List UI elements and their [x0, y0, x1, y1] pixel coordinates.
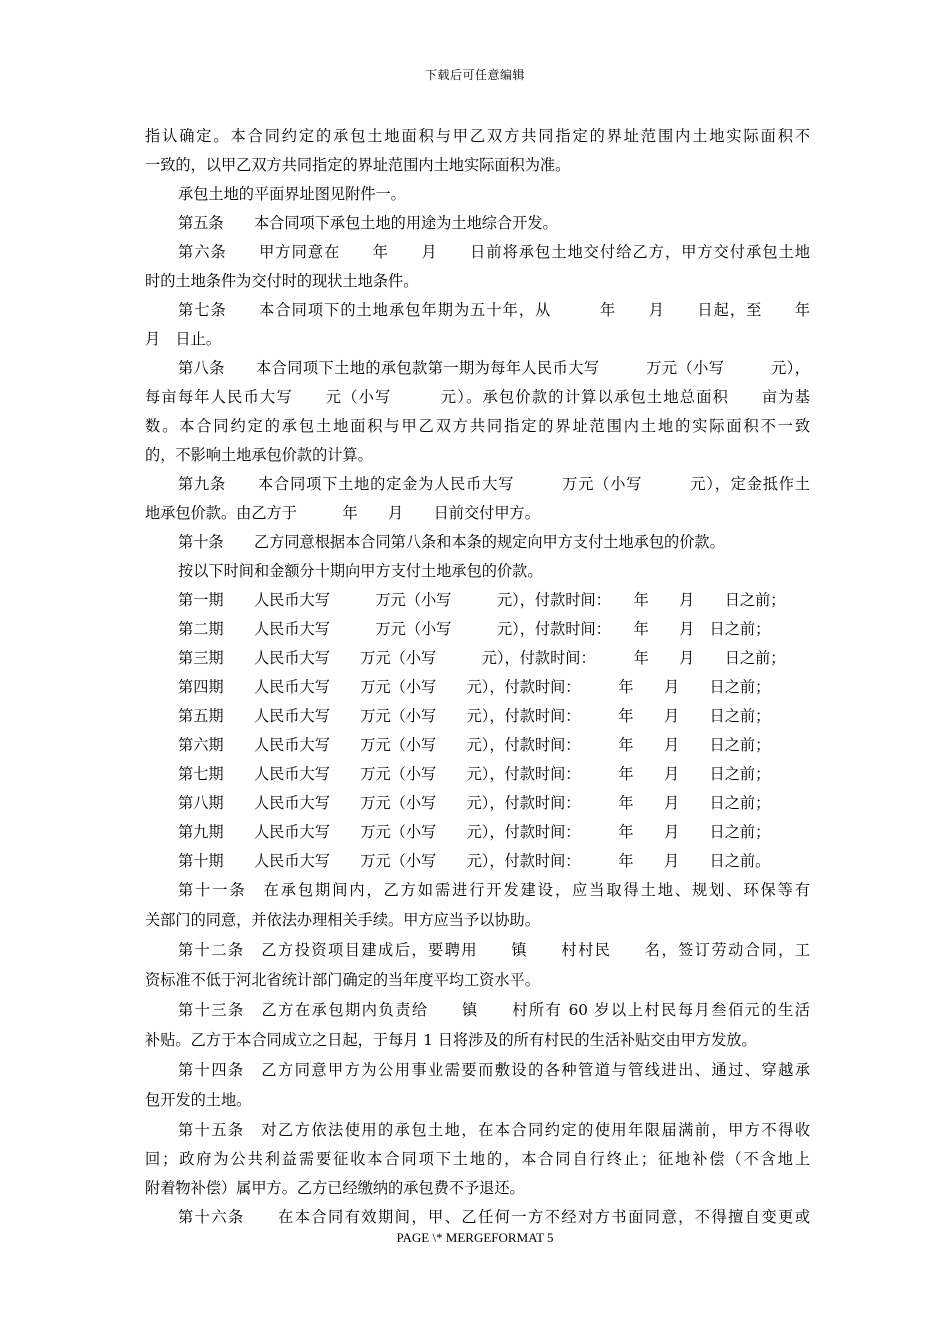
payment-line: 第五期 人民币大写 万元（小写 元），付款时间： 年 月 日之前；: [178, 707, 771, 725]
text-line: 时的土地条件为交付时的现状土地条件。: [145, 272, 419, 290]
text-line: 第十五条 对乙方依法使用的承包土地，在本合同约定的使用年限届满前，甲方不得收: [178, 1121, 810, 1139]
payment-line: 第三期 人民币大写 万元（小写 元），付款时间： 年 月 日之前；: [178, 649, 786, 667]
text-line: 的，不影响土地承包价款的计算。: [145, 446, 373, 464]
document-body: [145, 122, 810, 1232]
text-line: 第十条 乙方同意根据本合同第八条和本条的规定向甲方支付土地承包的价款。: [178, 533, 725, 551]
text-line: 第十三条 乙方在承包期内负责给 镇 村所有 60 岁以上村民每月叁佰元的生活: [178, 1001, 810, 1019]
payment-line: 第十期 人民币大写 万元（小写 元），付款时间： 年 月 日之前。: [178, 852, 771, 870]
payment-line: 第二期 人民币大写 万元（小写 元），付款时间： 年 月 日之前；: [178, 620, 771, 638]
payment-line: 第六期 人民币大写 万元（小写 元），付款时间： 年 月 日之前；: [178, 736, 771, 754]
text-line: 第六条 甲方同意在 年 月 日前将承包土地交付给乙方，甲方交付承包土地: [178, 243, 810, 261]
payment-line: 第七期 人民币大写 万元（小写 元），付款时间： 年 月 日之前；: [178, 765, 771, 783]
text-line: 月 日止。: [145, 330, 221, 348]
payment-line: 第四期 人民币大写 万元（小写 元），付款时间： 年 月 日之前；: [178, 678, 771, 696]
text-line: 数。本合同约定的承包土地面积与甲乙双方共同指定的界址范围内土地的实际面积不一致: [145, 417, 810, 435]
text-line: 第十二条 乙方投资项目建成后，要聘用 镇 村村民 名，签订劳动合同，工: [178, 941, 810, 959]
page-footer: PAGE \* MERGEFORMAT 5: [396, 1230, 554, 1245]
text-line: 第五条 本合同项下承包土地的用途为土地综合开发。: [178, 214, 558, 232]
text-line: 补贴。乙方于本合同成立之日起，于每月 1 日将涉及的所有村民的生活补贴交由甲方发放。: [145, 1031, 757, 1049]
text-line: 第七条 本合同项下的土地承包年期为五十年，从 年 月 日起，至 年: [178, 301, 810, 319]
text-line: 第十六条 在本合同有效期间，甲、乙任何一方不经对方书面同意，不得擅自变更或: [178, 1208, 810, 1226]
text-line: 地承包价款。由乙方于 年 月 日前交付甲方。: [145, 504, 540, 522]
page-header: 下载后可任意编辑: [424, 68, 525, 82]
text-line: 一致的，以甲乙双方共同指定的界址范围内土地实际面积为准。: [145, 156, 571, 174]
text-line: 包开发的土地。: [145, 1091, 252, 1109]
text-line: 第十一条 在承包期间内，乙方如需进行开发建设，应当取得土地、规划、环保等有: [178, 881, 810, 899]
payment-line: 第一期 人民币大写 万元（小写 元），付款时间： 年 月 日之前；: [178, 591, 786, 609]
text-line: 资标准不低于河北省统计部门确定的当年度平均工资水平。: [145, 971, 540, 989]
text-line: 第十四条 乙方同意甲方为公用事业需要而敷设的各种管道与管线进出、通过、穿越承: [178, 1061, 810, 1079]
text-line: 关部门的同意，并依法办理相关手续。甲方应当予以协助。: [145, 911, 540, 929]
payment-line: 第九期 人民币大写 万元（小写 元），付款时间： 年 月 日之前；: [178, 823, 771, 841]
text-line: 承包土地的平面界址图见附件一。: [178, 185, 406, 203]
text-line: 按以下时间和金额分十期向甲方支付土地承包的价款。: [178, 562, 543, 580]
text-line: 第八条 本合同项下土地的承包款第一期为每年人民币大写 万元（小写 元），: [178, 359, 810, 377]
text-line: 每亩每年人民币大写 元（小写 元）。承包价款的计算以承包土地总面积 亩为基: [145, 388, 810, 406]
text-line: 附着物补偿）属甲方。乙方已经缴纳的承包费不予退还。: [145, 1179, 525, 1197]
text-line: 指认确定。本合同约定的承包土地面积与甲乙双方共同指定的界址范围内土地实际面积不: [145, 127, 810, 145]
payment-line: 第八期 人民币大写 万元（小写 元），付款时间： 年 月 日之前；: [178, 794, 771, 812]
text-line: 回；政府为公共利益需要征收本合同项下土地的，本合同自行终止；征地补偿（不含地上: [145, 1150, 810, 1168]
text-line: 第九条 本合同项下土地的定金为人民币大写 万元（小写 元），定金抵作土: [178, 475, 810, 493]
